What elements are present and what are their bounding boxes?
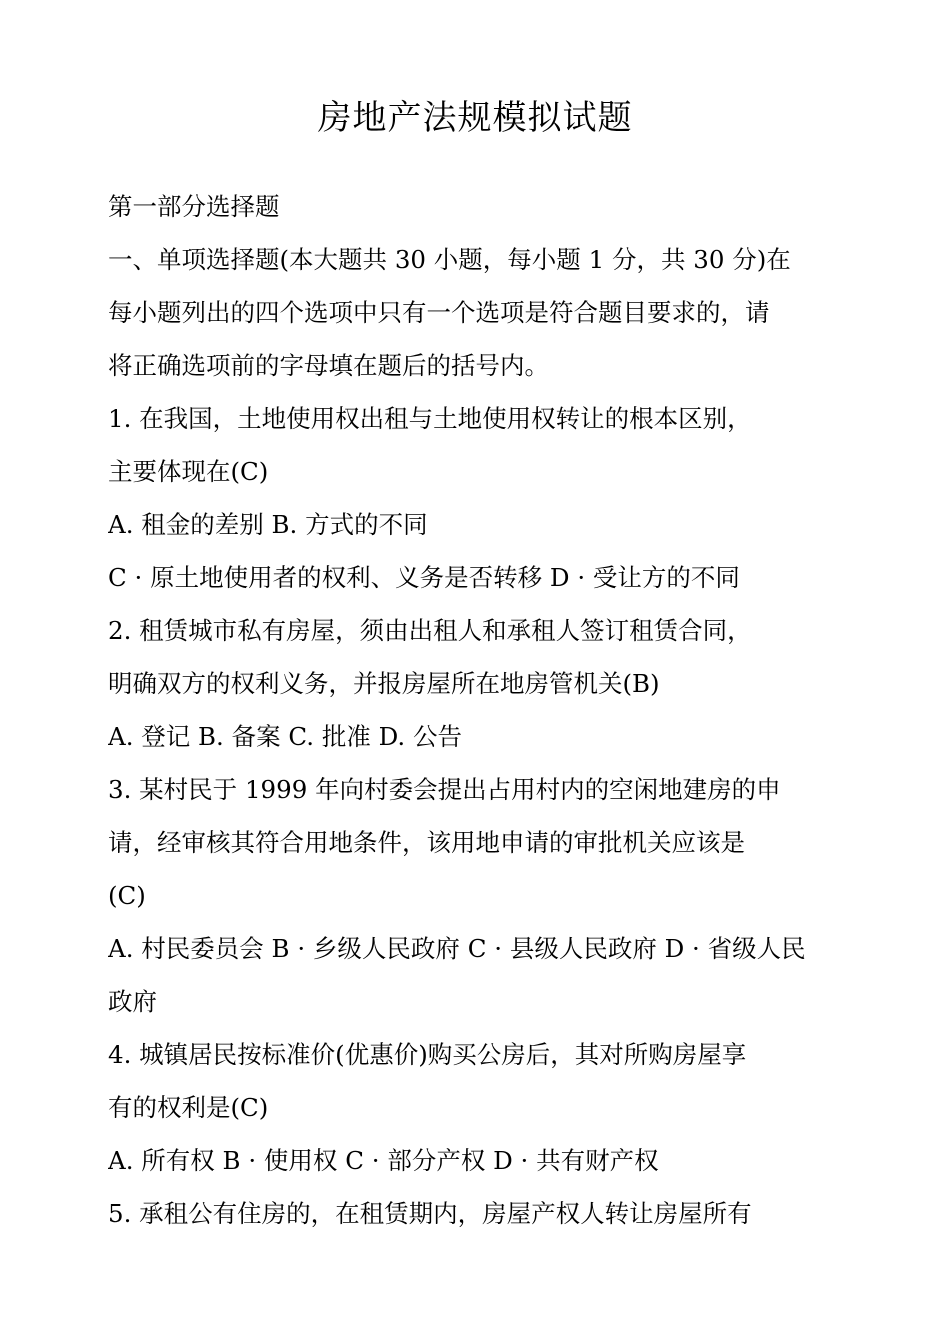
text-line: 1. 在我国，土地使用权出租与土地使用权转让的根本区别， — [108, 404, 752, 433]
text-line: A. 村民委员会 B · 乡级人民政府 C · 县级人民政府 D · 省级人民 — [108, 934, 806, 963]
text-line: (C) — [108, 881, 146, 910]
text-line: 明确双方的权利义务，并报房屋所在地房管机关(B) — [108, 669, 660, 698]
document-title: 房地产法规模拟试题 — [317, 98, 633, 138]
text-line: 4. 城镇居民按标准价(优惠价)购买公房后，其对所购房屋享 — [108, 1040, 747, 1069]
text-line: 5. 承租公有住房的，在租赁期内，房屋产权人转让房屋所有 — [108, 1199, 752, 1228]
text-line: 一、单项选择题(本大题共 30 小题，每小题 1 分，共 30 分)在 — [108, 245, 791, 274]
text-line: A. 所有权 B · 使用权 C · 部分产权 D · 共有财产权 — [108, 1146, 659, 1175]
text-line: A. 租金的差别 B. 方式的不同 — [108, 510, 428, 539]
text-line: 有的权利是(C) — [108, 1093, 269, 1122]
document-body — [108, 180, 848, 1240]
text-line: 主要体现在(C) — [108, 457, 269, 486]
text-line: 请，经审核其符合用地条件，该用地申请的审批机关应该是 — [108, 828, 745, 857]
text-line: 政府 — [108, 987, 157, 1016]
text-line: 每小题列出的四个选项中只有一个选项是符合题目要求的，请 — [108, 298, 770, 327]
text-line: 第一部分选择题 — [108, 192, 280, 221]
text-line: 3. 某村民于 1999 年向村委会提出占用村内的空闲地建房的申 — [108, 775, 781, 804]
text-line: A. 登记 B. 备案 C. 批准 D. 公告 — [108, 722, 463, 751]
text-line: C · 原土地使用者的权利、义务是否转移 D · 受让方的不同 — [108, 563, 740, 592]
text-line: 2. 租赁城市私有房屋，须由出租人和承租人签订租赁合同， — [108, 616, 752, 645]
text-line: 将正确选项前的字母填在题后的括号内。 — [108, 351, 549, 380]
